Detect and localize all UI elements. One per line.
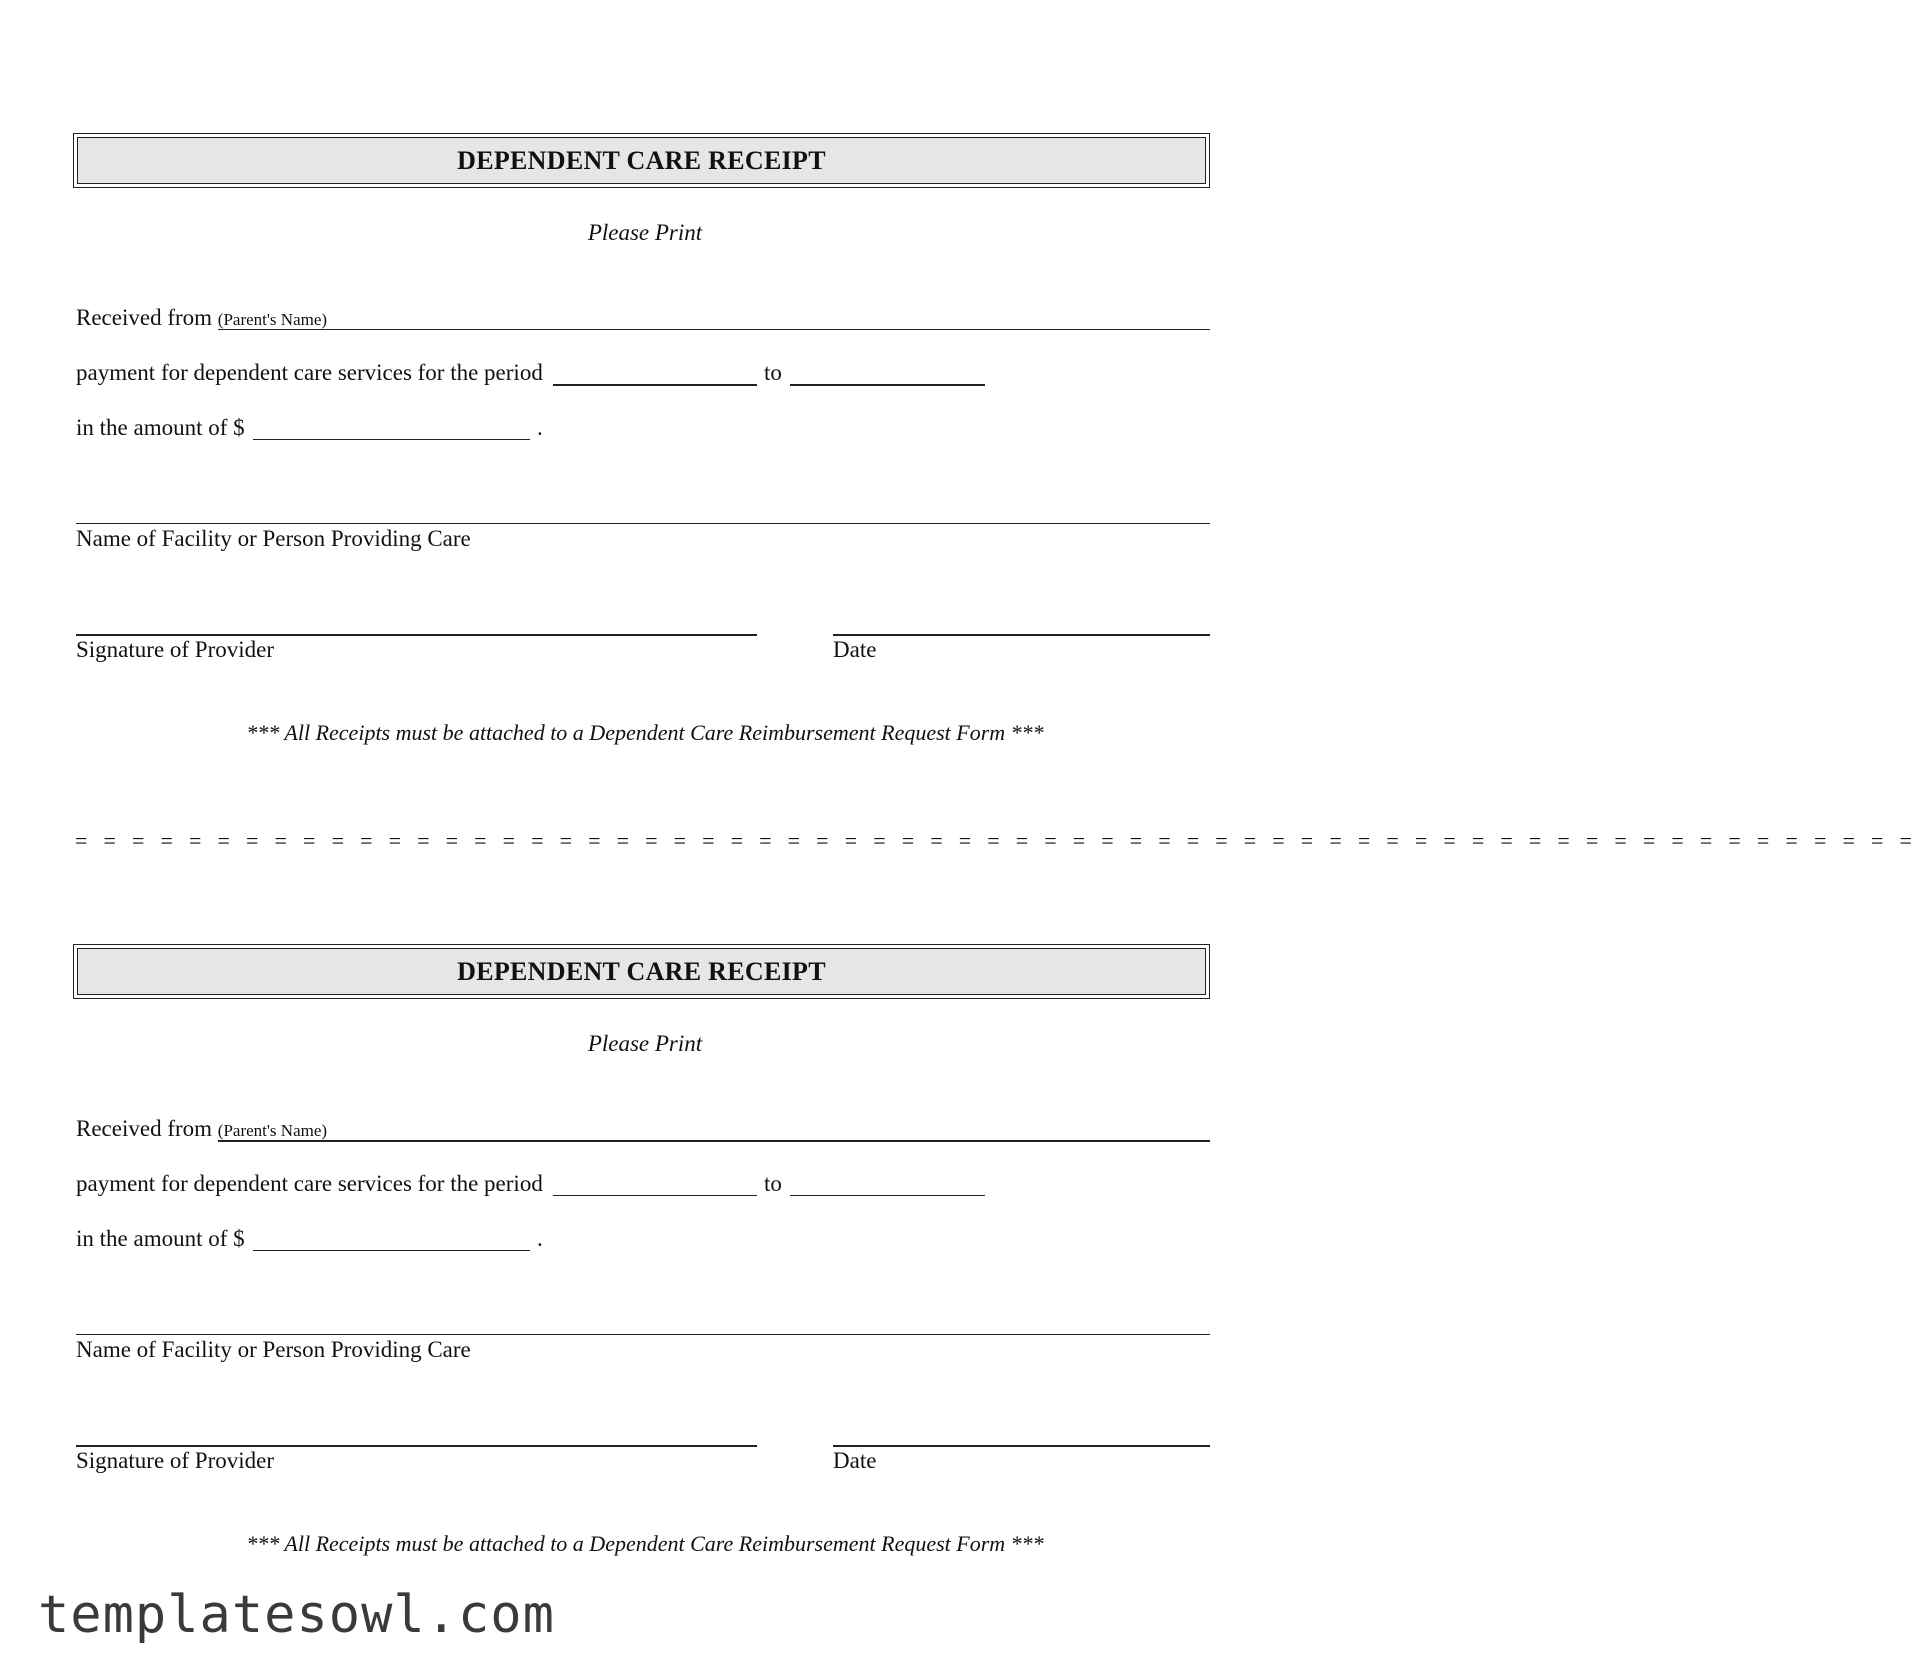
- parents-name-field[interactable]: [345, 306, 1210, 328]
- payment-period-label: payment for dependent care services for the period: [76, 360, 543, 385]
- receipt-title: DEPENDENT CARE RECEIPT: [77, 948, 1206, 995]
- period-start-line: [553, 384, 757, 386]
- please-print-instruction: Please Print: [587, 220, 703, 245]
- receipt-title-box: [73, 944, 1210, 999]
- amount-label: in the amount of $: [76, 415, 245, 440]
- to-label: to: [764, 360, 782, 385]
- signature-label: Signature of Provider: [76, 637, 275, 662]
- receipt-title-box: [73, 133, 1210, 188]
- received-from-label: Received from (Parent's Name): [76, 1116, 328, 1141]
- parents-name-field[interactable]: [345, 1117, 1210, 1139]
- facility-field[interactable]: [76, 500, 1210, 522]
- signature-line: [76, 1445, 757, 1447]
- payment-period-label: payment for dependent care services for the period: [76, 1171, 543, 1196]
- receipt-bottom: [0, 811, 1290, 1556]
- facility-line: [76, 1334, 1210, 1335]
- receipt-top: [0, 0, 1290, 745]
- amount-period: .: [537, 1226, 543, 1251]
- cut-separator: = = = = = = = = = = = = = = = = = = = = = = = = = = = = = = = = = = = = = = = = = = = = = = = = = = = = = = = = = = = = = = = = =: [75, 828, 1917, 853]
- period-end-line: [790, 384, 985, 386]
- parents-name-line: [218, 1140, 1210, 1142]
- amount-label: in the amount of $: [76, 1226, 245, 1251]
- date-field[interactable]: [833, 611, 1210, 633]
- period-end-line: [790, 1195, 985, 1196]
- date-label: Date: [833, 1448, 877, 1473]
- please-print-instruction: Please Print: [587, 1031, 703, 1056]
- period-end-field[interactable]: [790, 1172, 985, 1194]
- amount-period: .: [537, 415, 543, 440]
- date-line: [833, 1445, 1210, 1447]
- amount-line: [253, 439, 530, 440]
- parents-name-label: (Parent's Name): [217, 310, 328, 329]
- date-label: Date: [833, 637, 877, 662]
- signature-field[interactable]: [76, 1422, 757, 1444]
- amount-field[interactable]: [253, 1227, 530, 1249]
- signature-label: Signature of Provider: [76, 1448, 275, 1473]
- period-end-field[interactable]: [790, 361, 985, 383]
- received-from-label: Received from (Parent's Name): [76, 305, 328, 330]
- facility-label: Name of Facility or Person Providing Care: [76, 526, 471, 551]
- attachment-note: *** All Receipts must be attached to a Dependent Care Reimbursement Request Form ***: [246, 1531, 1044, 1556]
- facility-line: [76, 523, 1210, 524]
- watermark: templatesowl.com: [38, 1585, 555, 1645]
- period-start-field[interactable]: [553, 361, 757, 383]
- receipt-title: DEPENDENT CARE RECEIPT: [77, 137, 1206, 184]
- signature-field[interactable]: [76, 611, 757, 633]
- date-field[interactable]: [833, 1422, 1210, 1444]
- period-start-line: [553, 1195, 757, 1196]
- parents-name-line: [218, 329, 1210, 330]
- attachment-note: *** All Receipts must be attached to a Dependent Care Reimbursement Request Form ***: [246, 720, 1044, 745]
- facility-label: Name of Facility or Person Providing Care: [76, 1337, 471, 1362]
- facility-field[interactable]: [76, 1311, 1210, 1333]
- signature-line: [76, 634, 757, 636]
- amount-line: [253, 1250, 530, 1251]
- period-start-field[interactable]: [553, 1172, 757, 1194]
- amount-field[interactable]: [253, 416, 530, 438]
- to-label: to: [764, 1171, 782, 1196]
- date-line: [833, 634, 1210, 636]
- parents-name-label: (Parent's Name): [217, 1121, 328, 1140]
